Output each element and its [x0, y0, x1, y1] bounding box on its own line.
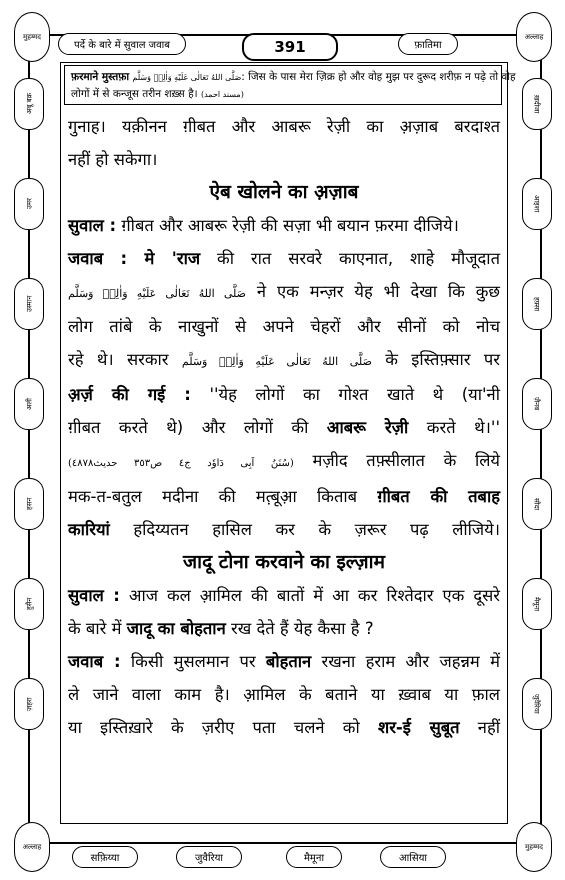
header-name-tab — [398, 33, 458, 55]
side-medallion-left — [14, 478, 44, 530]
footer-tab-text: मैमूना — [303, 853, 325, 864]
bold-term: जादू का बोहतान — [126, 619, 226, 638]
text: या इस्तिख़ारे के ज़रीए पता चलने को — [68, 718, 378, 737]
text: लोग तांबे के नाखुनों से अपने चेहरों और सीनों को नोच — [68, 317, 500, 336]
footer-tab-text: सफ़िय्या — [90, 853, 120, 864]
body-line — [68, 378, 500, 411]
text: ग़ीबत करते थे) और लोगों की — [68, 418, 327, 437]
page-number — [242, 33, 338, 61]
bottom-left-ornament — [14, 822, 50, 872]
hadith-text: लोगों में से कन्जूस तरीन शख़्स है। — [71, 88, 198, 100]
side-text: ज़ैनब — [532, 397, 541, 411]
bold-term: ग़ीबत की तबाह — [377, 487, 500, 506]
text: किसी मुसलमान पर — [120, 652, 266, 671]
answer-line — [68, 645, 500, 678]
text: ने एक मन्ज़र येह भी देखा कि कुछ — [246, 282, 500, 301]
side-medallion-right — [522, 178, 552, 230]
side-text: उस्मान — [25, 295, 34, 313]
text: के बारे में — [68, 619, 127, 638]
bold-term: कारियां — [68, 520, 110, 539]
text: आज कल आ़मिल की बातों में आ कर रिश्तेदार एक दूसरे — [119, 586, 500, 605]
side-medallion-left — [14, 378, 44, 430]
side-medallion-right — [522, 78, 552, 130]
side-text: ज़हरा — [25, 697, 34, 711]
footer-tab — [176, 846, 242, 868]
text: ले जाने वाला काम है। आ़मिल के बताने या ख़्वाब या फ़ाल — [68, 685, 500, 704]
text: मक-त-बतुल मदीना की मत़्बूआ़ किताब — [68, 487, 378, 506]
text: की रात सरवरे काएनात, शाहे मौजूदात — [200, 249, 500, 268]
text: मज़ीद तफ़्सीलात के लिये — [293, 451, 500, 470]
ornament-text: अल्लाह — [22, 842, 42, 851]
top-right-ornament — [516, 12, 552, 62]
text: नहीं — [459, 718, 501, 737]
side-medallion-right — [522, 278, 552, 330]
side-medallion-right — [522, 678, 552, 730]
text: ''येह लोगों का गोश्त खाते थे (या'नी — [190, 385, 500, 404]
bold-term: मे 'राज — [127, 249, 201, 268]
side-text: सौदा — [532, 497, 541, 511]
footer-tab — [286, 846, 342, 868]
question-line — [68, 209, 500, 242]
text: करते थे।'' — [408, 418, 501, 437]
body-line — [68, 143, 500, 176]
hadith-line-2 — [71, 86, 495, 103]
side-text: ख़दीजा — [532, 94, 541, 114]
ornament-text: मुहम्मद — [525, 842, 543, 851]
ornament-text: अल्लाह — [524, 32, 544, 41]
text: ग़ीबत और आबरू रेज़ी की सज़ा भी बयान फ़रमा दीजिये। — [116, 216, 459, 235]
body-line — [68, 110, 500, 143]
side-text: उमर — [25, 198, 34, 210]
body-line — [68, 444, 500, 480]
answer-line — [68, 242, 500, 275]
section-heading: जादू टोना करवाने का इल्ज़ाम — [183, 551, 385, 573]
text: रख देते हैं येह कैसा है ? — [225, 619, 374, 638]
side-medallion-left — [14, 178, 44, 230]
side-medallion-right — [522, 578, 552, 630]
text: के इस्तिफ़्सार पर — [371, 350, 500, 369]
side-medallion-left — [14, 578, 44, 630]
footer-tab-text: जुवैरिया — [194, 853, 224, 864]
question-label: सुवाल : — [68, 586, 120, 605]
text: रखना हराम और जहन्नम में — [311, 652, 501, 671]
side-text: मैमूना — [532, 596, 541, 612]
hadith-label: फ़रमाने मुस्तफ़ा — [71, 71, 130, 83]
side-medallion-right — [522, 378, 552, 430]
answer-label: जवाब : — [68, 249, 128, 268]
reference: (سُنَنُ اَبِی دَاوٗد ج٤ ص٣٥٣ حدیث٤٨٧٨) — [68, 458, 294, 469]
side-medallion-left — [14, 678, 44, 730]
body-line — [68, 275, 500, 310]
side-text: आइशा — [532, 195, 541, 213]
body-line — [68, 678, 500, 711]
question-line — [68, 579, 500, 612]
salawat: صَلَّى اللهُ تَعَالٰى عَلَيْهِ وَاٰلِهٖ وَسَلَّم — [68, 287, 247, 300]
section-heading: ऐब खोलने का अ़ज़ाब — [209, 181, 359, 203]
footer-tab-text: आसिया — [399, 853, 427, 864]
body-line — [68, 343, 500, 378]
footer-tab — [380, 846, 446, 868]
bold-term: अ़र्ज़ की गई : — [68, 385, 191, 404]
hadith-text: : जिस के पास मेरा ज़िक्र हो और वोह मुझ पर दुरूद शरीफ़ न पढ़े तो वोह — [241, 71, 516, 83]
body-line — [68, 310, 500, 343]
hadith-reference: (مسند احمد) — [201, 90, 244, 99]
header-chapter-tab — [58, 33, 186, 55]
body-line — [68, 480, 500, 513]
header-name-text: फ़ातिमा — [414, 40, 442, 51]
chapter-title: पर्दे के बारे में सुवाल जवाब — [74, 40, 170, 51]
body-line — [68, 711, 500, 744]
footer-tab — [72, 846, 138, 868]
side-medallion-left — [14, 78, 44, 130]
text: नहीं हो सकेगा। — [68, 150, 158, 169]
side-medallion-left — [14, 278, 44, 330]
text: रहे थे। सरकार — [68, 350, 182, 369]
bold-term: आबरू रेज़ी — [326, 418, 409, 437]
salawat: صَلَّى اللهُ تَعَالٰى عَلَيْهِ وَاٰلِهٖ وَسَلَّم — [181, 355, 372, 368]
text: हदिय्यतन हासिल कर के ज़रूर पढ़ लीजिये। — [109, 520, 500, 539]
question-label: सुवाल : — [68, 216, 117, 235]
body-line — [68, 513, 500, 546]
body-line — [68, 411, 500, 444]
top-left-ornament — [14, 12, 50, 62]
side-text: अली — [25, 398, 34, 410]
text: गुनाह। यक़ीनन ग़ीबत और आबरू रेज़ी का अ़ज़ाब बरदाश्त — [68, 117, 500, 136]
side-text: अबू बक्र — [25, 93, 34, 115]
hadith-box — [64, 65, 516, 105]
salawat: صَلَّى اللهُ تَعَالٰى عَلَيْهِ وَاٰلِهٖ وَسَلَّم — [132, 73, 242, 82]
page-number-text: 391 — [274, 38, 306, 56]
bold-term: बोहतान — [265, 652, 312, 671]
bottom-right-ornament — [516, 822, 552, 872]
side-text: जुवैरिया — [532, 694, 541, 714]
body-line — [68, 612, 500, 645]
answer-label: जवाब : — [68, 652, 121, 671]
side-text: हुसैन — [25, 597, 34, 611]
hadith-line-1 — [71, 69, 516, 86]
side-medallion-right — [522, 478, 552, 530]
bold-term: शर-ई सुबूत — [377, 718, 460, 737]
main-content — [68, 110, 500, 744]
side-text: हफ़्सा — [532, 296, 541, 312]
side-text: हसन — [25, 497, 34, 511]
ornament-text: मुहम्मद — [23, 32, 41, 41]
